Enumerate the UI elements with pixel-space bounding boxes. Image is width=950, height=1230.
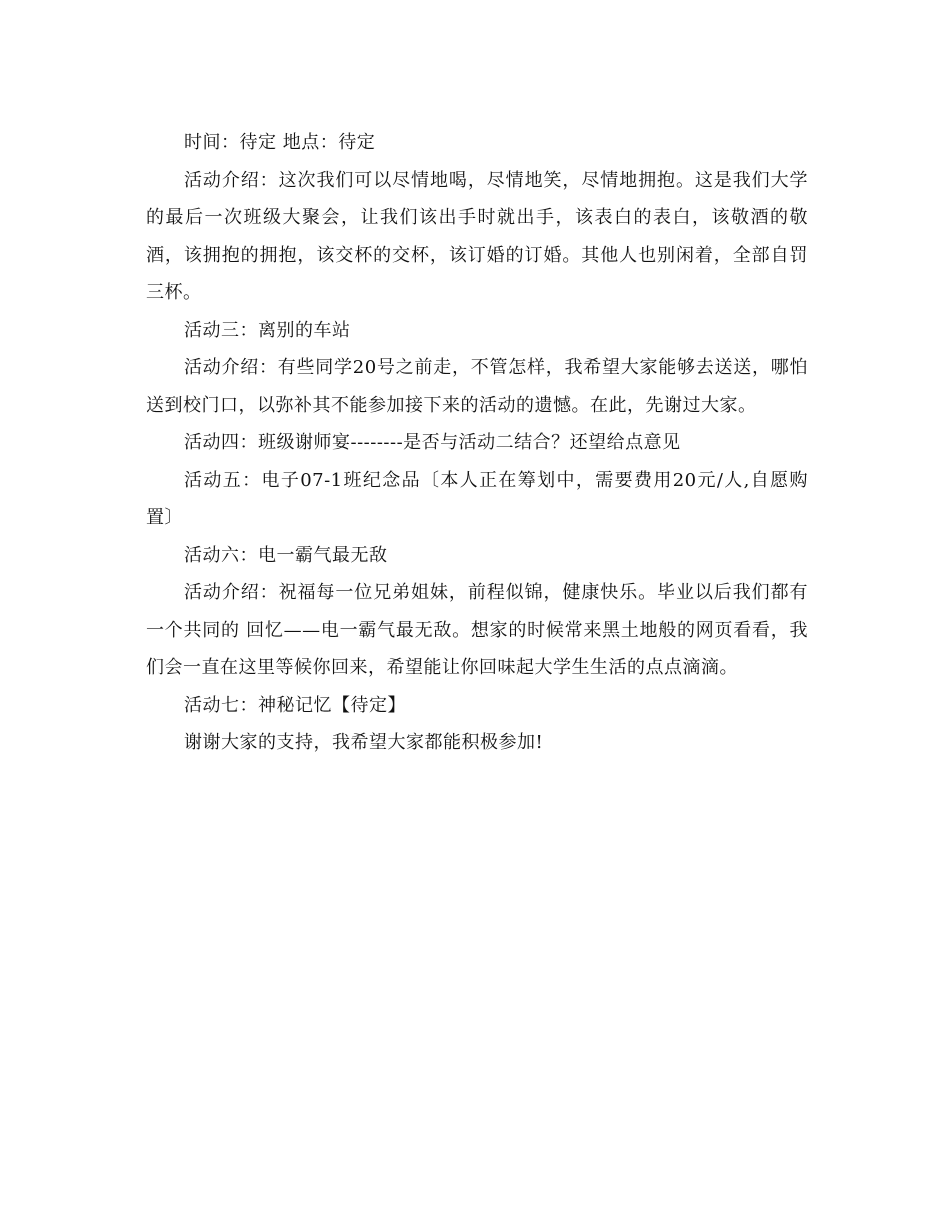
activity-four-heading: 活动四：班级谢师宴--------是否与活动二结合？还望给点意见: [184, 432, 681, 453]
activity-three-heading: 活动三：离别的车站: [184, 319, 351, 341]
document-body: [146, 124, 808, 762]
activity-six-heading: 活动六：电一霸气最无敌: [184, 544, 388, 566]
closing-thanks-paragraph: 谢谢大家的支持，我希望大家都能积极参加!: [184, 732, 544, 753]
activity-three-intro-paragraph: 活动介绍：有些同学20号之前走，不管怎样，我希望大家能够去送送，哪怕送到校门口，以弥补其不能参加接下来的活动的遗憾。在此，先谢过大家。: [146, 357, 808, 416]
time-location-line: 时间：待定 地点：待定: [184, 132, 376, 153]
activity-six-intro-paragraph: 活动介绍：祝福每一位兄弟姐妹，前程似锦，健康快乐。毕业以后我们都有一个共同的 回忆——电一霸气最无敌。想家的时候常来黑土地般的网页看看，我们会一直在这里等候你回来，希望能让你回味起大学生生活的点点滴滴。: [146, 582, 808, 678]
activity-seven-heading: 活动七：神秘记忆【待定】: [184, 694, 406, 716]
activity-five-heading: 活动五：电子07-1班纪念品〔本人正在筹划中，需要费用20元/人,自愿购置〕: [146, 469, 808, 528]
activity-intro-paragraph: 活动介绍：这次我们可以尽情地喝，尽情地笑，尽情地拥抱。这是我们大学的最后一次班级大聚会，让我们该出手时就出手，该表白的表白，该敬酒的敬酒，该拥抱的拥抱，该交杯的交杯，该订婚的订婚。其他人也别闲着，全部自罚三杯。: [146, 169, 808, 303]
